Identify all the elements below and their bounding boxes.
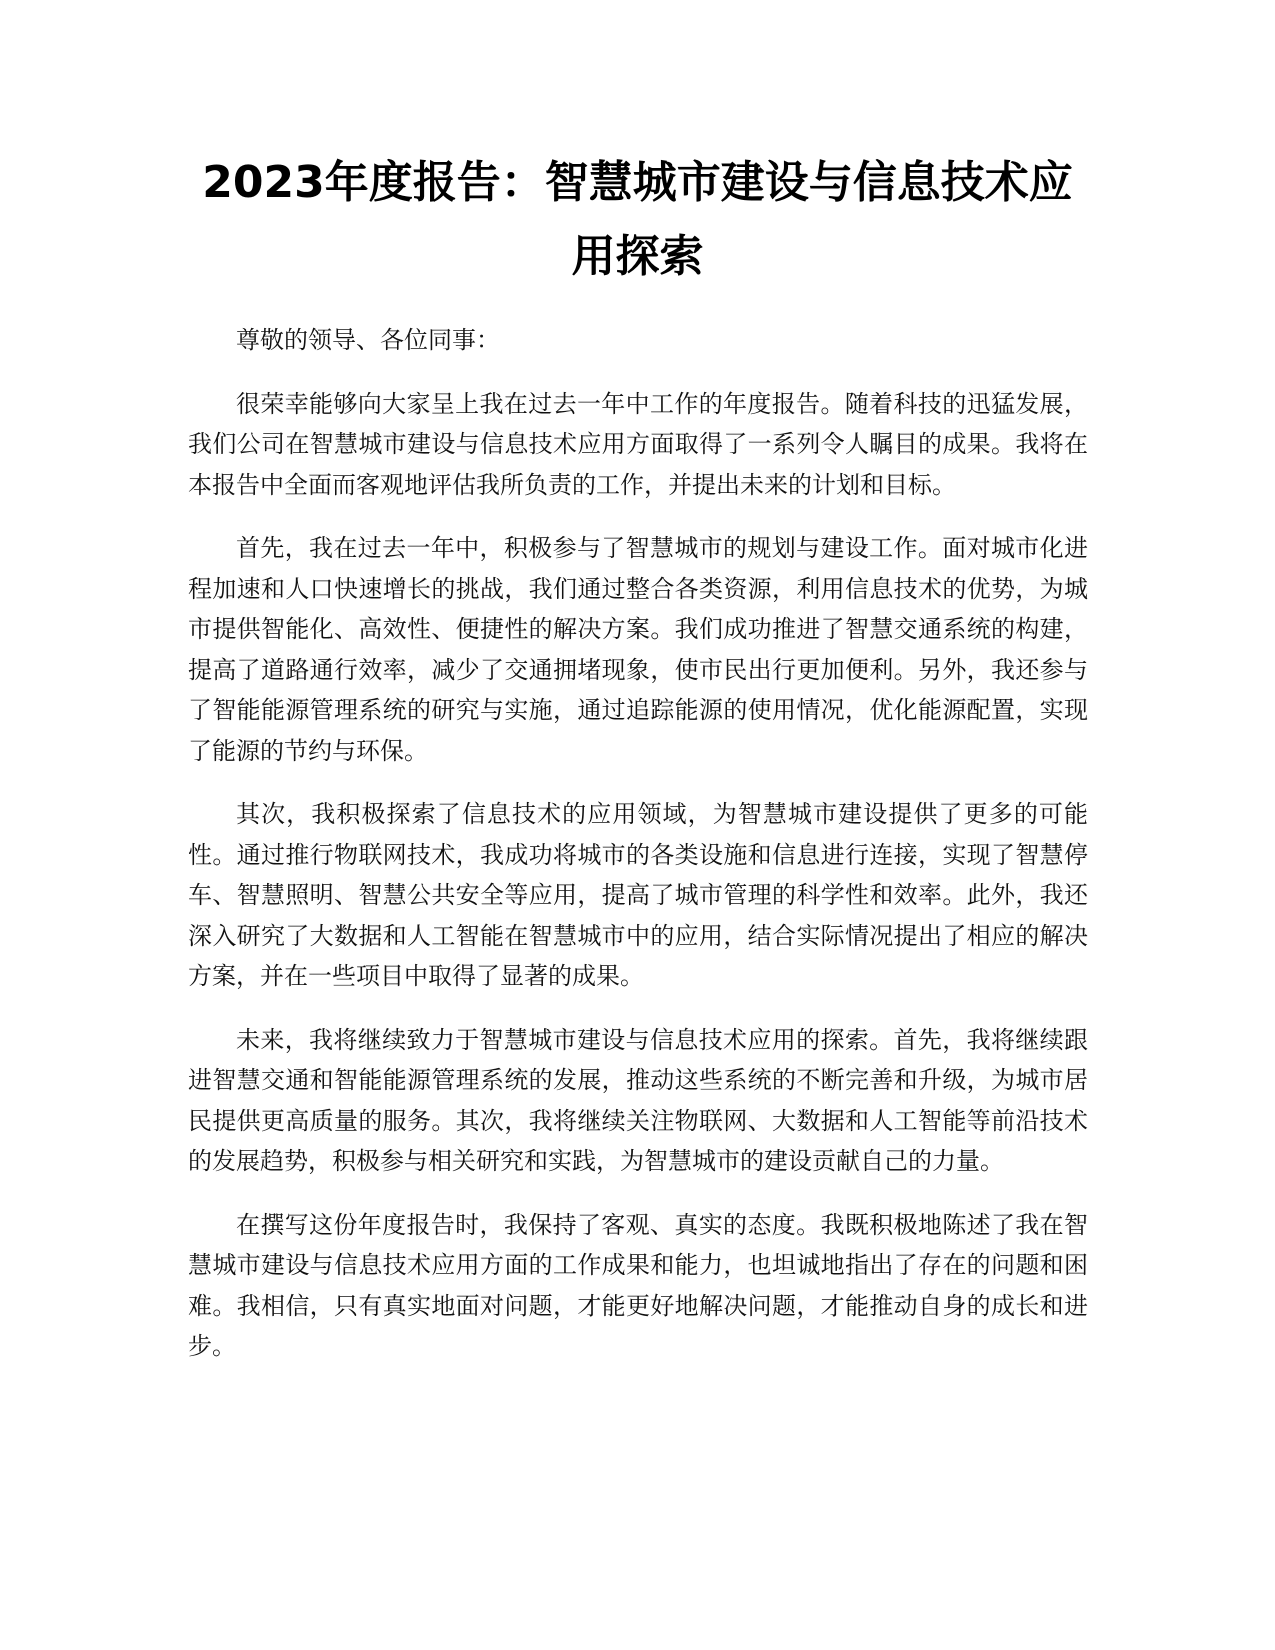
body-paragraph-3: 其次，我积极探索了信息技术的应用领域，为智慧城市建设提供了更多的可能性。通过推行物联网技术，我成功将城市的各类设施和信息进行连接，实现了智慧停车、智慧照明、智慧公共安全等应用，提高了城市管理的科学性和效率。此外，我还深入研究了大数据和人工智能在智慧城市中的应用，结合实际情况提出了相应的解决方案，并在一些项目中取得了显著的成果。 bbox=[188, 800, 1088, 990]
body-paragraph-1: 很荣幸能够向大家呈上我在过去一年中工作的年度报告。随着科技的迅猛发展，我们公司在智慧城市建设与信息技术应用方面取得了一系列令人瞩目的成果。我将在本报告中全面而客观地评估我所负责的工作，并提出未来的计划和目标。 bbox=[188, 389, 1088, 499]
document-body bbox=[188, 320, 1088, 1390]
body-paragraph-4: 未来，我将继续致力于智慧城市建设与信息技术应用的探索。首先，我将继续跟进智慧交通和智能能源管理系统的发展，推动这些系统的不断完善和升级，为城市居民提供更高质量的服务。其次，我将继续关注物联网、大数据和人工智能等前沿技术的发展趋势，积极参与相关研究和实践，为智慧城市的建设贡献自己的力量。 bbox=[188, 1025, 1088, 1175]
body-paragraph-2: 首先，我在过去一年中，积极参与了智慧城市的规划与建设工作。面对城市化进程加速和人口快速增长的挑战，我们通过整合各类资源，利用信息技术的优势，为城市提供智能化、高效性、便捷性的解决方案。我们成功推进了智慧交通系统的构建，提高了道路通行效率，减少了交通拥堵现象，使市民出行更加便利。另外，我还参与了智能能源管理系统的研究与实施，通过追踪能源的使用情况，优化能源配置，实现了能源的节约与环保。 bbox=[188, 534, 1088, 765]
document-title: 2023年度报告：智慧城市建设与信息技术应用探索 bbox=[202, 157, 1073, 282]
body-paragraph-5: 在撰写这份年度报告时，我保持了客观、真实的态度。我既积极地陈述了我在智慧城市建设与信息技术应用方面的工作成果和能力，也坦诚地指出了存在的问题和困难。我相信，只有真实地面对问题，才能更好地解决问题，才能推动自身的成长和进步。 bbox=[188, 1210, 1088, 1360]
greeting-paragraph: 尊敬的领导、各位同事： bbox=[236, 326, 500, 354]
